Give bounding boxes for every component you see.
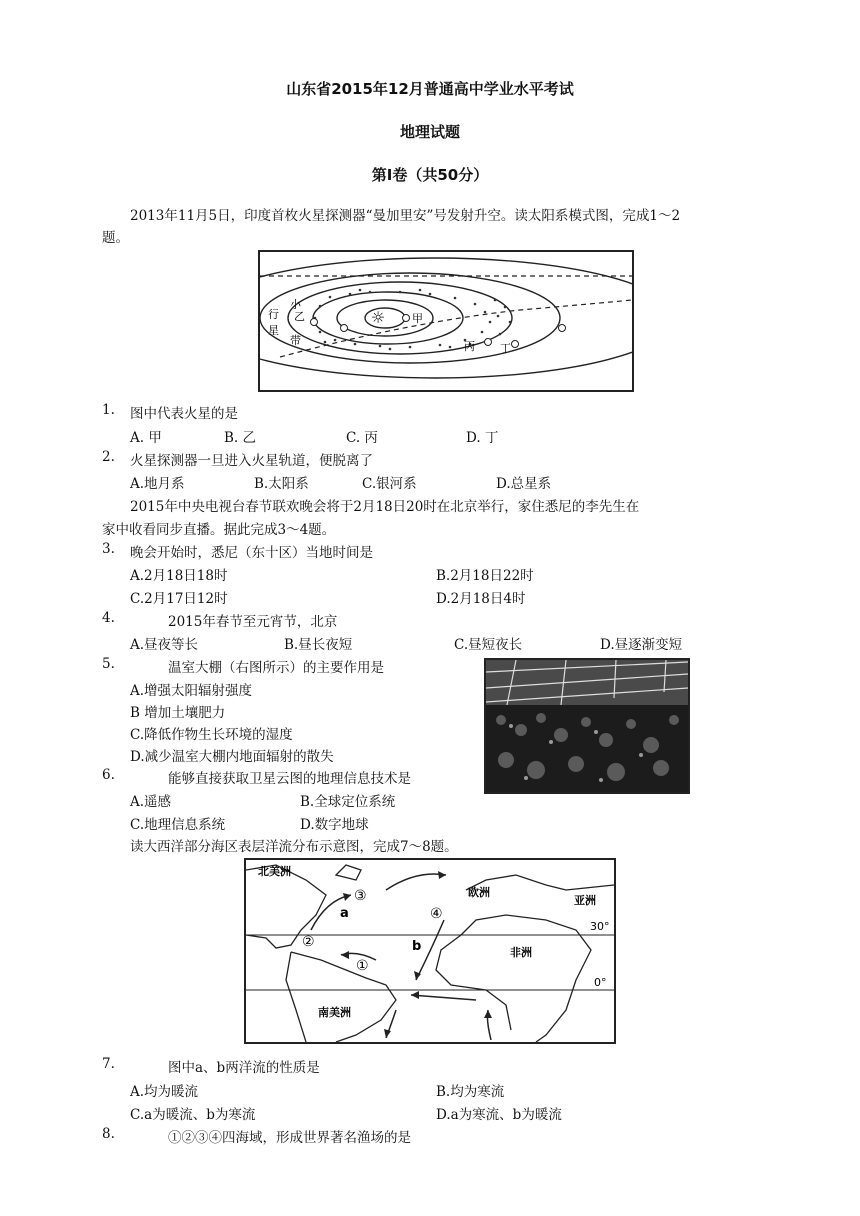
marker-3: ③	[354, 888, 367, 904]
label-africa: 非洲	[510, 946, 532, 959]
intro-2-line-2: 家中收看同步直播。据此完成3～4题。	[102, 522, 336, 538]
q6-option-c[interactable]: C.地理信息系统	[130, 817, 226, 833]
exam-subtitle: 地理试题	[399, 123, 460, 141]
q6-option-d[interactable]: D.数字地球	[300, 817, 369, 833]
fig1-label-small: 小	[290, 298, 301, 311]
q2-stem: 火星探测器一旦进入火星轨道，便脱离了	[130, 453, 373, 469]
q7-num: 7.	[102, 1056, 115, 1072]
q7-stem: 图中a、b两洋流的性质是	[168, 1060, 320, 1076]
fig1-label-xing: 行	[268, 308, 279, 321]
q4-stem: 2015年春节至元宵节，北京	[168, 614, 338, 630]
q2-option-c[interactable]: C.银河系	[362, 476, 417, 492]
q4-num: 4.	[102, 610, 115, 626]
q6-option-b[interactable]: B.全球定位系统	[300, 794, 396, 810]
fig1-label-yi: 乙	[294, 310, 305, 323]
q3-option-a[interactable]: A.2月18日18时	[130, 568, 228, 584]
q5-option-d[interactable]: D.减少温室大棚内地面辐射的散失	[130, 749, 334, 765]
q6-option-a[interactable]: A.遥感	[130, 794, 172, 810]
q2-option-d[interactable]: D.总星系	[496, 476, 552, 492]
q5-option-c[interactable]: C.降低作物生长环境的湿度	[130, 727, 293, 743]
q3-option-d[interactable]: D.2月18日4时	[436, 591, 526, 607]
label-europe: 欧洲	[468, 886, 490, 899]
q2-num: 2.	[102, 449, 115, 465]
q5-option-b[interactable]: B 增加土壤肥力	[130, 705, 226, 721]
label-south-america: 南美洲	[318, 1006, 351, 1019]
q6-num: 6.	[102, 767, 115, 783]
q7-option-b[interactable]: B.均为寒流	[436, 1084, 505, 1100]
q2-option-b[interactable]: B.太阳系	[254, 476, 309, 492]
svg-text:☼: ☼	[370, 308, 386, 327]
q3-stem: 晚会开始时，悉尼（东十区）当地时间是	[130, 545, 373, 561]
q4-option-a[interactable]: A.昼夜等长	[130, 637, 199, 653]
q8-stem: ①②③④四海域，形成世界著名渔场的是	[168, 1130, 411, 1146]
fig1-label-belt: 带	[290, 334, 301, 347]
q4-option-d[interactable]: D.昼逐渐变短	[600, 637, 683, 653]
q8-num: 8.	[102, 1126, 115, 1142]
q5-option-a[interactable]: A.增强太阳辐射强度	[130, 683, 253, 699]
fig1-label-ding: 丁	[500, 342, 511, 355]
q1-option-a[interactable]: A. 甲	[130, 430, 162, 446]
q7-option-a[interactable]: A.均为暖流	[130, 1084, 199, 1100]
q3-num: 3.	[102, 541, 115, 557]
q6-stem: 能够直接获取卫星云图的地理信息技术是	[168, 771, 411, 787]
intro-1-line-1: 2013年11月5日，印度首枚火星探测器“曼加里安”号发射升空。读太阳系模式图，完成1～2	[130, 208, 681, 224]
marker-1: ①	[356, 958, 369, 974]
q2-option-a[interactable]: A.地月系	[130, 476, 185, 492]
fig1-label-bing: 丙	[464, 340, 475, 353]
exam-title: 山东省2015年12月普通高中学业水平考试	[286, 80, 574, 98]
fig1-label-star: 星	[268, 324, 279, 337]
q1-option-d[interactable]: D. 丁	[466, 430, 499, 446]
q7-option-c[interactable]: C.a为暖流、b为寒流	[130, 1107, 256, 1123]
section-title: 第Ⅰ卷（共50分）	[371, 166, 489, 184]
label-current-b: b	[412, 939, 422, 954]
label-asia: 亚洲	[574, 894, 596, 907]
label-current-a: a	[340, 906, 349, 921]
q5-stem: 温室大棚（右图所示）的主要作用是	[168, 660, 384, 676]
q1-option-b[interactable]: B. 乙	[224, 430, 257, 446]
marker-2: ②	[302, 934, 315, 950]
q4-option-c[interactable]: C.昼短夜长	[454, 637, 523, 653]
label-lat-30: 30°	[590, 920, 610, 933]
atlantic-currents-map	[244, 858, 616, 1044]
intro-3: 读大西洋部分海区表层洋流分布示意图，完成7～8题。	[130, 839, 458, 855]
q3-option-c[interactable]: C.2月17日12时	[130, 591, 228, 607]
q7-option-d[interactable]: D.a为寒流、b为暖流	[436, 1107, 562, 1123]
label-north-america: 北美洲	[258, 865, 291, 878]
q5-num: 5.	[102, 656, 115, 672]
label-lat-0: 0°	[594, 976, 607, 989]
intro-1-line-2: 题。	[102, 230, 129, 246]
q3-option-b[interactable]: B.2月18日22时	[436, 568, 534, 584]
q1-option-c[interactable]: C. 丙	[346, 430, 378, 446]
greenhouse-photo	[484, 658, 690, 794]
q4-option-b[interactable]: B.昼长夜短	[284, 637, 353, 653]
intro-2-line-1: 2015年中央电视台春节联欢晚会将于2月18日20时在北京举行，家住悉尼的李先生在	[130, 499, 640, 515]
fig1-label-jia: 甲	[412, 312, 423, 325]
q1-stem: 图中代表火星的是	[130, 406, 238, 422]
marker-4: ④	[430, 906, 443, 922]
q1-num: 1.	[102, 402, 115, 418]
solar-system-figure	[258, 250, 634, 392]
